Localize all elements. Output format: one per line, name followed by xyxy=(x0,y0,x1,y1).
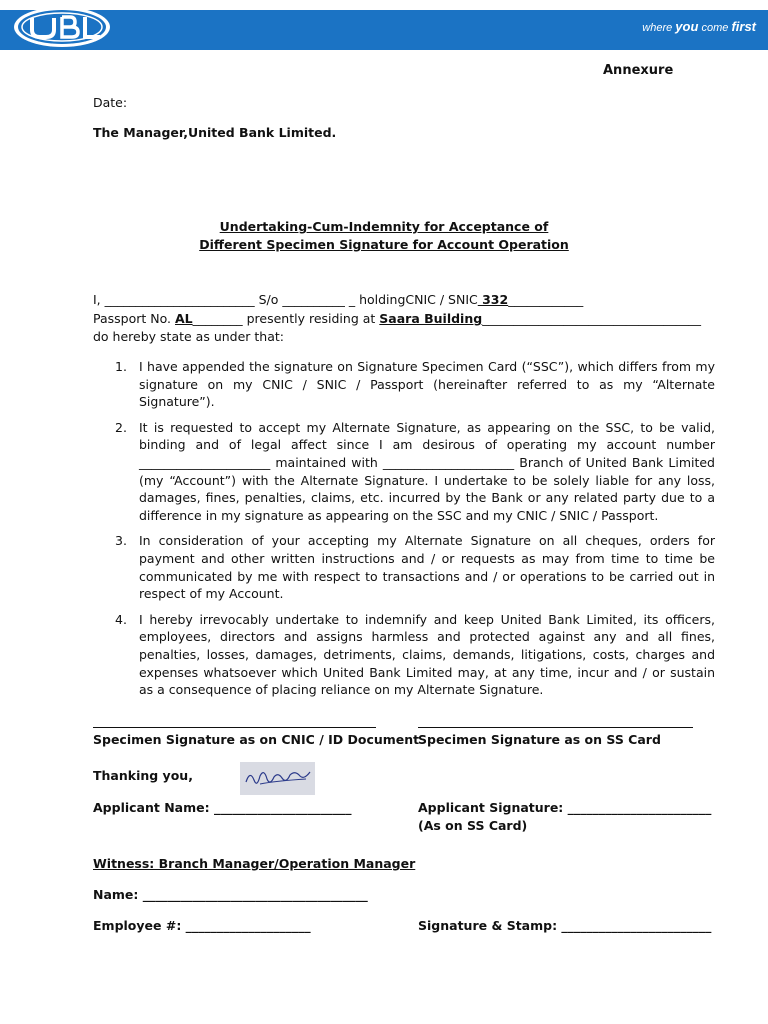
cnic-signature-line xyxy=(93,727,376,728)
applicant-name-field: Applicant Name: ______________________ xyxy=(93,800,352,815)
ubl-logo-icon xyxy=(10,4,122,50)
thanking-you-text: Thanking you, xyxy=(93,768,193,783)
witness-heading: Witness: Branch Manager/Operation Manager xyxy=(93,856,416,871)
annexure-heading: Annexure xyxy=(603,63,674,78)
date-label: Date: xyxy=(93,95,128,110)
applicant-signature-field: Applicant Signature: _______________________ xyxy=(418,800,712,815)
ss-card-signature-label: Specimen Signature as on SS Card xyxy=(418,732,661,747)
list-item: 4. I hereby irrevocably undertake to indemnify and keep United Bank Limited, its officers, employees, directors and assigns harmless and protected against any and all fines, penalties, losses, damages, detriments, claims, demands, litigations, costs, charges and expenses whatsoever which United Bank Limited may, at any time, incur and / or sustain as a consequence of placing reliance on my Alternate Signature. xyxy=(115,611,715,698)
passport-address-line: Passport No. AL________ presently residing at Saara Building___________________________________ xyxy=(93,311,701,326)
ss-card-signature-line xyxy=(418,727,693,728)
state-under-line: do hereby state as under that: xyxy=(93,329,284,344)
applicant-identity-line: I, ________________________ S/o __________ _ holdingCNIC / SNIC 332____________ xyxy=(93,292,584,307)
as-on-ss-card-note: (As on SS Card) xyxy=(418,818,528,833)
signature-stamp-field: Signature & Stamp: ________________________ xyxy=(418,918,712,933)
list-item: 2. It is requested to accept my Alternate Signature, as appearing on the SSC, to be valid, binding and of legal affect since I am desirous of operating my account number _____________________ maintained with _____________________ Branch of United Bank Limited (my “Account”) with the Alternate Signature. I undertake to be solely liable for any loss, damages, fines, penalties, claims, etc. incurred by the Bank or any related party due to a difference in my signature as appearing on the SSC and my CNIC / SNIC / Passport. xyxy=(115,419,715,523)
undertaking-list xyxy=(93,358,715,707)
employee-number-field: Employee #: ____________________ xyxy=(93,918,311,933)
document-title-line-2: Different Specimen Signature for Account Operation xyxy=(199,237,569,252)
document-title-line-1: Undertaking-Cum-Indemnity for Acceptance of xyxy=(219,219,549,234)
list-item: 1. I have appended the signature on Signature Specimen Card (“SSC”), which differs from my signature on my CNIC / SNIC / Passport (hereinafter referred to as my “Alternate Signature”). xyxy=(115,359,715,410)
witness-name-field: Name: ____________________________________ xyxy=(93,887,368,902)
cnic-signature-label: Specimen Signature as on CNIC / ID Document xyxy=(93,732,420,747)
addressee: The Manager,United Bank Limited. xyxy=(93,125,337,140)
handwritten-signature xyxy=(240,762,315,795)
bank-tagline: where you come first xyxy=(642,19,756,34)
list-item: 3. In consideration of your accepting my Alternate Signature on all cheques, orders for payment and other written instructions and / or requests as may from time to time be communicated by me with respect to transactions and / or operations to be carried out in respect of my Account. xyxy=(115,533,715,602)
